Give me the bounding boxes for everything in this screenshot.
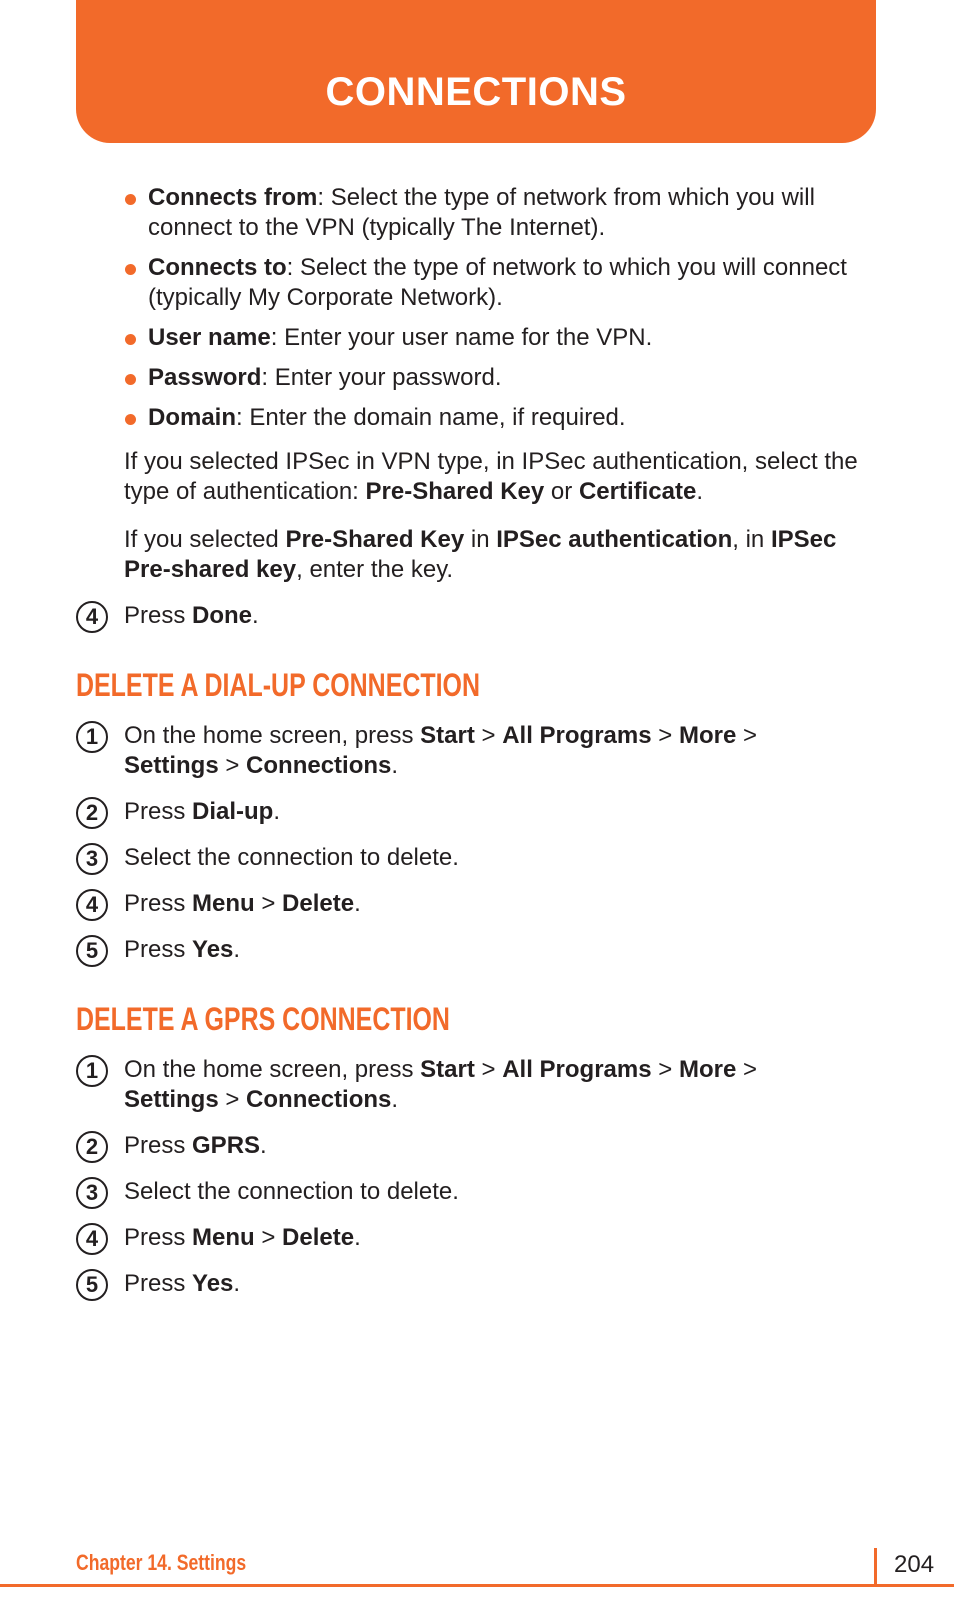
step-item: 5 Press Yes.	[76, 1269, 886, 1299]
step-number-icon: 2	[76, 1131, 108, 1163]
step-item: 5 Press Yes.	[76, 935, 886, 965]
step-item: 2 Press GPRS.	[76, 1131, 886, 1161]
step-item: 3 Select the connection to delete.	[76, 843, 886, 873]
list-item: User name: Enter your user name for the VPN.	[76, 323, 886, 353]
step-item: 4 Press Menu > Delete.	[76, 1223, 886, 1253]
bullet-icon	[125, 334, 136, 345]
vpn-settings-list	[76, 183, 886, 433]
step-number-icon: 1	[76, 721, 108, 753]
section-title-dialup: DELETE A DIAL-UP CONNECTION	[76, 667, 480, 703]
section-title-gprs: DELETE A GPRS CONNECTION	[76, 1001, 450, 1037]
preshared-key-paragraph: If you selected Pre-Shared Key in IPSec authentication, in IPSec Pre-shared key, enter the key.	[124, 526, 837, 583]
step-item: 4 Press Menu > Delete.	[76, 889, 886, 919]
step-item: 3 Select the connection to delete.	[76, 1177, 886, 1207]
footer-chapter: Chapter 14. Settings	[76, 1550, 247, 1575]
step-number-icon: 5	[76, 1269, 108, 1301]
page-header	[76, 0, 876, 143]
step-number-icon: 3	[76, 1177, 108, 1209]
step-number-icon: 2	[76, 797, 108, 829]
step-item: 1 On the home screen, press Start > All Programs > More > Settings > Connections.	[76, 1055, 886, 1115]
step-item: 2 Press Dial-up.	[76, 797, 886, 827]
step-number-icon: 5	[76, 935, 108, 967]
ipsec-auth-paragraph: If you selected IPSec in VPN type, in IPSec authentication, select the type of authentication: Pre-Shared Key or Certificate.	[124, 448, 858, 505]
step-press-done: 4 Press Done.	[76, 601, 886, 631]
step-number-icon: 4	[76, 601, 108, 633]
bullet-icon	[125, 194, 136, 205]
list-item: Password: Enter your password.	[76, 363, 886, 393]
step-number-icon: 4	[76, 1223, 108, 1255]
list-item: Connects to: Select the type of network to which you will connect (typically My Corporate Network).	[76, 253, 886, 313]
step-number-icon: 1	[76, 1055, 108, 1087]
footer-rule	[0, 1584, 954, 1587]
step-number-icon: 4	[76, 889, 108, 921]
bullet-icon	[125, 374, 136, 385]
bullet-icon	[125, 414, 136, 425]
page-number: 204	[894, 1551, 935, 1578]
footer-divider	[874, 1548, 877, 1586]
step-number-icon: 3	[76, 843, 108, 875]
page-title: CONNECTIONS	[325, 70, 627, 114]
bullet-icon	[125, 264, 136, 275]
list-item: Domain: Enter the domain name, if required.	[76, 403, 886, 433]
step-item: 1 On the home screen, press Start > All Programs > More > Settings > Connections.	[76, 721, 886, 781]
list-item: Connects from: Select the type of network from which you will connect to the VPN (typically The Internet).	[76, 183, 886, 243]
page-content	[76, 183, 886, 1299]
